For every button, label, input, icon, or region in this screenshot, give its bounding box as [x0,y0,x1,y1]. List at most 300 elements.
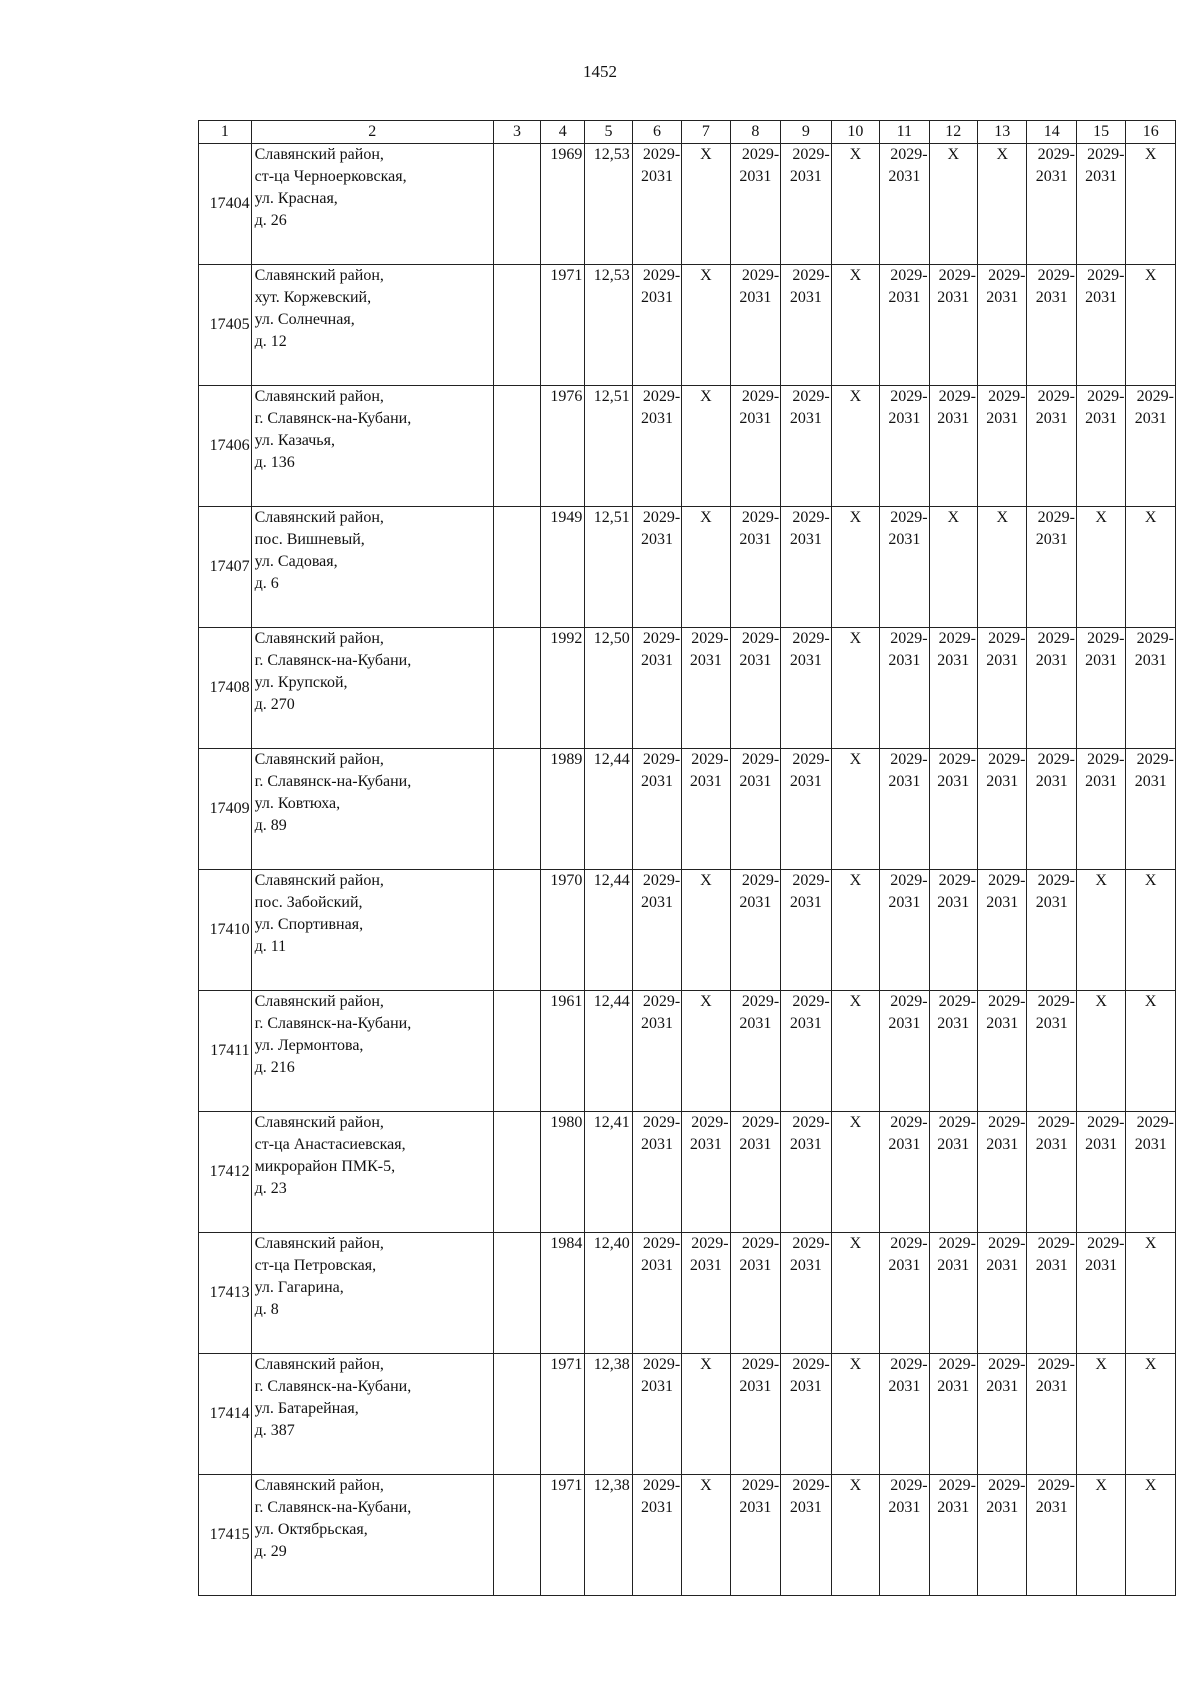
period-cell [632,1354,681,1475]
period-cell [977,1233,1026,1354]
period-value: 2029- 2031 [1085,146,1125,185]
not-applicable-cell: X [831,386,879,507]
period-cell [880,628,929,749]
address-cell [251,1475,493,1596]
period-value: 2029- 2031 [739,146,780,185]
address-line: д. 136 [254,454,295,471]
period-value: 2029- 2031 [1085,1235,1125,1274]
period-cell [1076,1233,1125,1354]
period-value: 2029- 2031 [1035,993,1075,1032]
period-cell [929,749,977,870]
address-line: д. 26 [254,212,287,229]
not-applicable-cell: X [682,1475,730,1596]
value-cell: 12,51 [585,386,632,507]
address-line: Славянский район, [254,630,384,647]
column-3-cell [493,1475,540,1596]
period-cell [977,870,1026,991]
period-value: 2029- 2031 [1035,267,1075,306]
record-number-cell: 17410 [199,870,252,991]
period-cell [632,144,681,265]
period-cell [880,386,929,507]
not-applicable-cell: X [682,386,730,507]
period-cell [1027,870,1076,991]
column-3-cell [493,749,540,870]
column-header: 15 [1076,121,1125,144]
year-cell: 1971 [541,1475,585,1596]
value-cell: 12,44 [585,991,632,1112]
period-cell [1076,628,1125,749]
period-value: 2029- 2031 [640,630,681,669]
record-number-cell: 17408 [199,628,252,749]
not-applicable-cell: X [831,1475,879,1596]
period-value: 2029- 2031 [1134,751,1174,790]
address-line: Славянский район, [254,751,384,768]
period-value: 2029- 2031 [937,1235,976,1274]
housing-register-table [198,120,1176,1596]
table-row [199,749,1176,870]
period-cell [730,1112,781,1233]
period-value: 2029- 2031 [640,388,681,427]
period-cell [880,1475,929,1596]
address-line: ул. Казачья, [254,432,335,449]
not-applicable-cell: X [1076,1475,1125,1596]
not-applicable-cell: X [831,1354,879,1475]
period-value: 2029- 2031 [937,872,976,911]
not-applicable-cell: X [1076,507,1125,628]
period-value: 2029- 2031 [789,630,830,669]
address-line: Славянский район, [254,1114,384,1131]
period-cell [1076,386,1125,507]
period-value: 2029- 2031 [1085,267,1125,306]
period-value: 2029- 2031 [739,267,780,306]
period-cell [781,1475,832,1596]
value-cell: 12,41 [585,1112,632,1233]
not-applicable-cell: X [682,144,730,265]
period-cell [1126,386,1176,507]
period-cell [880,1233,929,1354]
address-line: микрорайон ПМК-5, [254,1158,396,1175]
period-cell [880,265,929,386]
period-cell [781,870,832,991]
address-line: д. 29 [254,1543,287,1560]
period-cell [781,265,832,386]
period-cell [781,749,832,870]
table-row [199,386,1176,507]
period-cell [682,628,730,749]
period-cell [1027,749,1076,870]
register-body [199,144,1176,1596]
period-value: 2029- 2031 [937,388,976,427]
not-applicable-cell: X [682,507,730,628]
column-header: 6 [632,121,681,144]
period-cell [1027,144,1076,265]
period-cell [632,749,681,870]
period-value: 2029- 2031 [640,1477,681,1516]
column-3-cell [493,386,540,507]
address-line: Славянский район, [254,1477,384,1494]
not-applicable-cell: X [1076,991,1125,1112]
period-value: 2029- 2031 [1134,1114,1174,1153]
table-row [199,265,1176,386]
period-value: 2029- 2031 [1035,509,1075,548]
address-line: г. Славянск-на-Кубани, [254,652,412,669]
period-value: 2029- 2031 [689,630,729,669]
table-row [199,144,1176,265]
year-cell: 1961 [541,991,585,1112]
period-value: 2029- 2031 [888,509,928,548]
period-value: 2029- 2031 [986,1356,1026,1395]
column-header: 11 [880,121,929,144]
column-3-cell [493,1354,540,1475]
not-applicable-cell: X [1126,507,1176,628]
period-cell [730,1354,781,1475]
period-value: 2029- 2031 [789,1356,830,1395]
address-line: Славянский район, [254,146,384,163]
period-cell [730,628,781,749]
period-cell [929,991,977,1112]
period-value: 2029- 2031 [789,872,830,911]
not-applicable-cell: X [831,1112,879,1233]
period-value: 2029- 2031 [937,1477,976,1516]
address-cell [251,265,493,386]
period-value: 2029- 2031 [640,1356,681,1395]
address-line: г. Славянск-на-Кубани, [254,1499,412,1516]
not-applicable-cell: X [1126,144,1176,265]
address-cell [251,749,493,870]
column-3-cell [493,991,540,1112]
period-cell [1126,1112,1176,1233]
period-cell [730,265,781,386]
period-cell [880,1112,929,1233]
period-cell [929,870,977,991]
not-applicable-cell: X [1076,1354,1125,1475]
not-applicable-cell: X [831,265,879,386]
period-cell [1027,1354,1076,1475]
period-cell [781,628,832,749]
period-value: 2029- 2031 [986,1114,1026,1153]
address-cell [251,1233,493,1354]
address-line: Славянский район, [254,872,384,889]
column-header: 8 [730,121,781,144]
period-value: 2029- 2031 [888,872,928,911]
period-value: 2029- 2031 [888,1356,928,1395]
period-value: 2029- 2031 [739,1114,780,1153]
period-value: 2029- 2031 [789,751,830,790]
period-cell [880,1354,929,1475]
table-row [199,1233,1176,1354]
period-value: 2029- 2031 [1035,146,1075,185]
address-line: г. Славянск-на-Кубани, [254,1378,412,1395]
period-cell [977,991,1026,1112]
period-value: 2029- 2031 [739,993,780,1032]
period-value: 2029- 2031 [1035,1114,1075,1153]
address-line: Славянский район, [254,509,384,526]
period-cell [730,507,781,628]
period-cell [781,386,832,507]
address-line: д. 270 [254,696,295,713]
not-applicable-cell: X [831,628,879,749]
period-value: 2029- 2031 [888,146,928,185]
table-row [199,870,1176,991]
period-cell [929,1354,977,1475]
record-number-cell: 17413 [199,1233,252,1354]
period-value: 2029- 2031 [986,267,1026,306]
value-cell: 12,44 [585,749,632,870]
period-cell [1027,628,1076,749]
column-header: 12 [929,121,977,144]
period-cell [929,265,977,386]
value-cell: 12,44 [585,870,632,991]
period-value: 2029- 2031 [986,751,1026,790]
not-applicable-cell: X [977,144,1026,265]
column-3-cell [493,1233,540,1354]
period-cell [1076,749,1125,870]
period-value: 2029- 2031 [1085,388,1125,427]
period-value: 2029- 2031 [888,1114,928,1153]
not-applicable-cell: X [1126,991,1176,1112]
record-number-cell: 17414 [199,1354,252,1475]
period-value: 2029- 2031 [640,751,681,790]
not-applicable-cell: X [831,749,879,870]
address-line: хут. Коржевский, [254,289,372,306]
table-row [199,1354,1176,1475]
period-value: 2029- 2031 [986,1235,1026,1274]
period-value: 2029- 2031 [689,1235,729,1274]
not-applicable-cell: X [1126,1354,1176,1475]
period-cell [632,1475,681,1596]
not-applicable-cell: X [929,507,977,628]
record-number-cell: 17404 [199,144,252,265]
column-3-cell [493,870,540,991]
period-value: 2029- 2031 [640,872,681,911]
address-line: г. Славянск-на-Кубани, [254,1015,412,1032]
period-value: 2029- 2031 [640,267,681,306]
period-cell [929,628,977,749]
period-value: 2029- 2031 [789,1235,830,1274]
period-cell [781,1354,832,1475]
period-value: 2029- 2031 [789,1477,830,1516]
address-cell [251,991,493,1112]
year-cell: 1970 [541,870,585,991]
value-cell: 12,50 [585,628,632,749]
address-line: Славянский район, [254,993,384,1010]
address-line: ул. Солнечная, [254,311,355,328]
period-cell [1027,1112,1076,1233]
period-cell [632,265,681,386]
period-cell [929,1112,977,1233]
page-number: 1452 [583,62,617,81]
period-cell [1027,386,1076,507]
address-line: д. 216 [254,1059,295,1076]
period-cell [632,870,681,991]
address-line: д. 89 [254,817,287,834]
address-line: г. Славянск-на-Кубани, [254,410,412,427]
period-value: 2029- 2031 [739,751,780,790]
period-value: 2029- 2031 [986,993,1026,1032]
period-cell [1126,628,1176,749]
value-cell: 12,38 [585,1354,632,1475]
period-value: 2029- 2031 [937,751,976,790]
column-3-cell [493,507,540,628]
column-3-cell [493,1112,540,1233]
period-cell [880,507,929,628]
not-applicable-cell: X [1126,870,1176,991]
period-cell [977,749,1026,870]
column-header: 7 [682,121,730,144]
period-cell [730,749,781,870]
period-cell [1126,749,1176,870]
column-header: 1 [199,121,252,144]
period-cell [781,507,832,628]
column-3-cell [493,628,540,749]
address-line: д. 387 [254,1422,295,1439]
address-cell [251,870,493,991]
not-applicable-cell: X [831,991,879,1112]
period-cell [880,144,929,265]
period-cell [632,507,681,628]
not-applicable-cell: X [682,991,730,1112]
period-value: 2029- 2031 [1035,630,1075,669]
record-number-cell: 17415 [199,1475,252,1596]
period-value: 2029- 2031 [739,872,780,911]
period-cell [632,628,681,749]
period-cell [977,1354,1026,1475]
period-value: 2029- 2031 [789,146,830,185]
period-cell [632,386,681,507]
year-cell: 1969 [541,144,585,265]
period-cell [1027,265,1076,386]
period-value: 2029- 2031 [739,1356,780,1395]
period-cell [632,991,681,1112]
value-cell: 12,53 [585,144,632,265]
year-cell: 1949 [541,507,585,628]
address-line: ул. Спортивная, [254,916,364,933]
period-cell [977,265,1026,386]
address-line: ст-ца Анастасиевская, [254,1136,406,1153]
period-cell [781,144,832,265]
period-value: 2029- 2031 [739,630,780,669]
year-cell: 1971 [541,1354,585,1475]
address-cell [251,1112,493,1233]
period-value: 2029- 2031 [640,1114,681,1153]
period-value: 2029- 2031 [1085,751,1125,790]
period-cell [730,386,781,507]
period-value: 2029- 2031 [1085,630,1125,669]
period-cell [880,749,929,870]
period-value: 2029- 2031 [789,1114,830,1153]
value-cell: 12,38 [585,1475,632,1596]
address-line: ул. Октябрьская, [254,1521,368,1538]
value-cell: 12,40 [585,1233,632,1354]
period-cell [1076,265,1125,386]
period-cell [880,991,929,1112]
period-value: 2029- 2031 [689,751,729,790]
address-line: д. 11 [254,938,287,955]
address-line: Славянский район, [254,1235,384,1252]
column-3-cell [493,144,540,265]
address-line: ул. Батарейная, [254,1400,359,1417]
period-value: 2029- 2031 [986,630,1026,669]
period-value: 2029- 2031 [937,630,976,669]
address-cell [251,144,493,265]
period-cell [977,1112,1026,1233]
period-value: 2029- 2031 [937,993,976,1032]
period-cell [977,386,1026,507]
column-header: 5 [585,121,632,144]
address-cell [251,507,493,628]
column-number-row [199,121,1176,144]
period-value: 2029- 2031 [937,267,976,306]
period-cell [682,1112,730,1233]
address-line: пос. Забойский, [254,894,363,911]
column-header: 14 [1027,121,1076,144]
period-value: 2029- 2031 [888,630,928,669]
record-number-cell: 17409 [199,749,252,870]
table-row [199,1475,1176,1596]
period-value: 2029- 2031 [888,1477,928,1516]
table-row [199,991,1176,1112]
record-number-cell: 17412 [199,1112,252,1233]
address-line: ул. Красная, [254,190,338,207]
period-value: 2029- 2031 [1134,630,1174,669]
not-applicable-cell: X [929,144,977,265]
address-line: ст-ца Петровская, [254,1257,377,1274]
period-value: 2029- 2031 [739,1477,780,1516]
address-line: Славянский район, [254,388,384,405]
period-cell [1027,991,1076,1112]
column-header: 9 [781,121,832,144]
table-row [199,507,1176,628]
period-value: 2029- 2031 [1035,1477,1075,1516]
column-header: 2 [251,121,493,144]
value-cell: 12,53 [585,265,632,386]
table-row [199,628,1176,749]
period-value: 2029- 2031 [888,993,928,1032]
period-value: 2029- 2031 [888,267,928,306]
value-cell: 12,51 [585,507,632,628]
not-applicable-cell: X [682,870,730,991]
period-cell [730,1233,781,1354]
period-cell [781,1112,832,1233]
not-applicable-cell: X [831,870,879,991]
period-cell [1027,1475,1076,1596]
period-value: 2029- 2031 [1035,1356,1075,1395]
not-applicable-cell: X [1126,1233,1176,1354]
period-cell [977,628,1026,749]
period-cell [977,1475,1026,1596]
period-value: 2029- 2031 [640,146,681,185]
record-number-cell: 17407 [199,507,252,628]
address-line: д. 23 [254,1180,287,1197]
period-value: 2029- 2031 [789,267,830,306]
address-line: Славянский район, [254,267,384,284]
address-cell [251,386,493,507]
period-cell [781,991,832,1112]
column-header: 3 [493,121,540,144]
address-cell [251,628,493,749]
not-applicable-cell: X [682,1354,730,1475]
period-value: 2029- 2031 [739,1235,780,1274]
period-value: 2029- 2031 [1134,388,1174,427]
period-value: 2029- 2031 [1085,1114,1125,1153]
period-cell [1027,1233,1076,1354]
not-applicable-cell: X [1126,265,1176,386]
address-line: Славянский район, [254,1356,384,1373]
table-row [199,1112,1176,1233]
period-cell [682,749,730,870]
column-header: 10 [831,121,879,144]
period-value: 2029- 2031 [640,993,681,1032]
